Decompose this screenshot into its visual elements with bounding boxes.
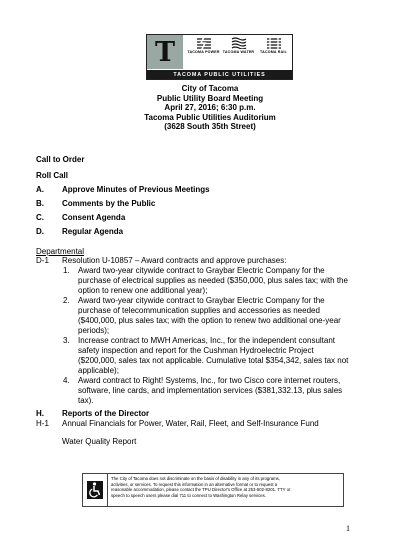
wheelchair-accessibility-icon: [87, 481, 103, 499]
logo-unit-label: TACOMA RAIL: [260, 50, 287, 54]
subitem-line: option to renew one additional year);: [78, 286, 208, 295]
resolution-subitem-1: [63, 266, 370, 296]
agenda-item-num: D.: [36, 227, 44, 236]
logo-bar: TACOMA PUBLIC UTILITIES: [147, 70, 292, 79]
heading-line: Tacoma Public Utilities Auditorium: [144, 112, 276, 122]
reports-item-id: H-1: [36, 419, 49, 428]
subitem-line: periods);: [78, 326, 110, 335]
subitem-line: tax).: [78, 396, 94, 405]
logo-unit-label: TACOMA WATER: [222, 50, 255, 54]
accessibility-notice-box: [82, 473, 344, 507]
subitem-line: ($200,000, sales tax not applicable. Cumulative total $354,342, sales tax not: [78, 356, 349, 365]
logo-unit-rail: [257, 37, 290, 69]
subitem-line: purchase of telecommunication supplies and accessories as needed: [78, 306, 320, 315]
logo-t-letter: T: [154, 36, 176, 68]
subitem-line: Award contract to Right! Systems, Inc., for two Cisco core internet routers,: [78, 376, 341, 385]
logo-units: [187, 37, 290, 69]
heading-line: Public Utility Board Meeting: [156, 93, 264, 103]
heading-line: April 27, 2016; 6:30 p.m.: [164, 103, 256, 112]
roll-call: Roll Call: [36, 171, 69, 180]
resolution-subitem-3: [63, 336, 370, 376]
subitem-line: safety inspection and report for the Cushman Hydroelectric Project: [78, 346, 314, 355]
subitem-line: Award two-year citywide contract to Graybar Electric Company for the: [78, 266, 325, 275]
subitem-line: applicable);: [78, 366, 119, 375]
notice-line: The City of Tacoma does not discriminate on the basis of disability in any of its programs,: [111, 476, 281, 481]
logo-unit-label: TACOMA POWER: [187, 50, 220, 54]
agenda-item-num: C.: [36, 213, 44, 222]
subitem-num: 4.: [63, 376, 70, 385]
power-wave-icon: [196, 37, 212, 49]
subitem-line: software, line cards, and implementation services ($381,332.13, plus sales: [78, 386, 343, 395]
notice-line: reasonable accommodation, please contact the TPU Director's Office at 253-502-8201. TTY or: [111, 487, 291, 493]
agenda-item-label: Approve Minutes of Previous Meetings: [62, 185, 210, 194]
subitem-num: 3.: [63, 336, 70, 345]
accessibility-notice-text: [111, 476, 341, 498]
subitem-num: 1.: [63, 266, 70, 275]
subitem-line: Award two-year citywide contract to Graybar Electric Company for the: [78, 296, 325, 305]
resolution-id: D-1: [36, 256, 49, 265]
agenda-item-label: Comments by the Public: [62, 199, 156, 208]
meeting-heading: [0, 84, 420, 132]
logo-t-block: [147, 35, 183, 69]
logo-unit-water: [222, 37, 255, 69]
rail-track-icon: [266, 37, 282, 49]
agenda-item-label: Regular Agenda: [62, 227, 124, 236]
departmental-heading: Departmental: [36, 247, 85, 256]
agenda-item-label: Consent Agenda: [62, 213, 126, 222]
subitem-line: Increase contract to MWH Americas, Inc., for the independent consultant: [78, 336, 336, 345]
tacoma-public-utilities-logo: [146, 34, 293, 80]
subitem-num: 2.: [63, 296, 70, 305]
logo-unit-power: [187, 37, 220, 69]
water-wave-icon: [231, 37, 247, 49]
call-to-order: Call to Order: [36, 155, 85, 164]
notice-line: activities, or services. To request this information in an alternative format or to request a: [111, 481, 278, 487]
agenda-item-num: B.: [36, 199, 44, 208]
resolution-text: Resolution U-10857 – Award contracts and approve purchases:: [62, 256, 287, 265]
accessibility-icon-cell: [83, 474, 108, 506]
reports-label: Reports of the Director: [62, 409, 150, 418]
heading-line: City of Tacoma: [181, 84, 239, 93]
heading-line: (3628 South 35th Street): [164, 122, 256, 131]
resolution-subitem-4: [63, 376, 370, 406]
page-number: 1: [346, 524, 350, 533]
reports-item-text: Annual Financials for Power, Water, Rail, Fleet, and Self-Insurance Fund: [62, 419, 319, 428]
agenda-item-num: A.: [36, 185, 44, 194]
subitem-line: purchase of electrical supplies as needed ($350,000, plus sales tax; with the: [78, 276, 348, 285]
water-quality-report: Water Quality Report: [62, 437, 137, 446]
notice-line: speech to speech users please dial 711 to connect to Washington Relay services.: [111, 492, 267, 498]
reports-num: H.: [36, 409, 44, 418]
resolution-subitem-2: [63, 296, 370, 336]
subitem-line: ($400,000, plus sales tax; with the option to renew two additional one-year: [78, 316, 341, 325]
